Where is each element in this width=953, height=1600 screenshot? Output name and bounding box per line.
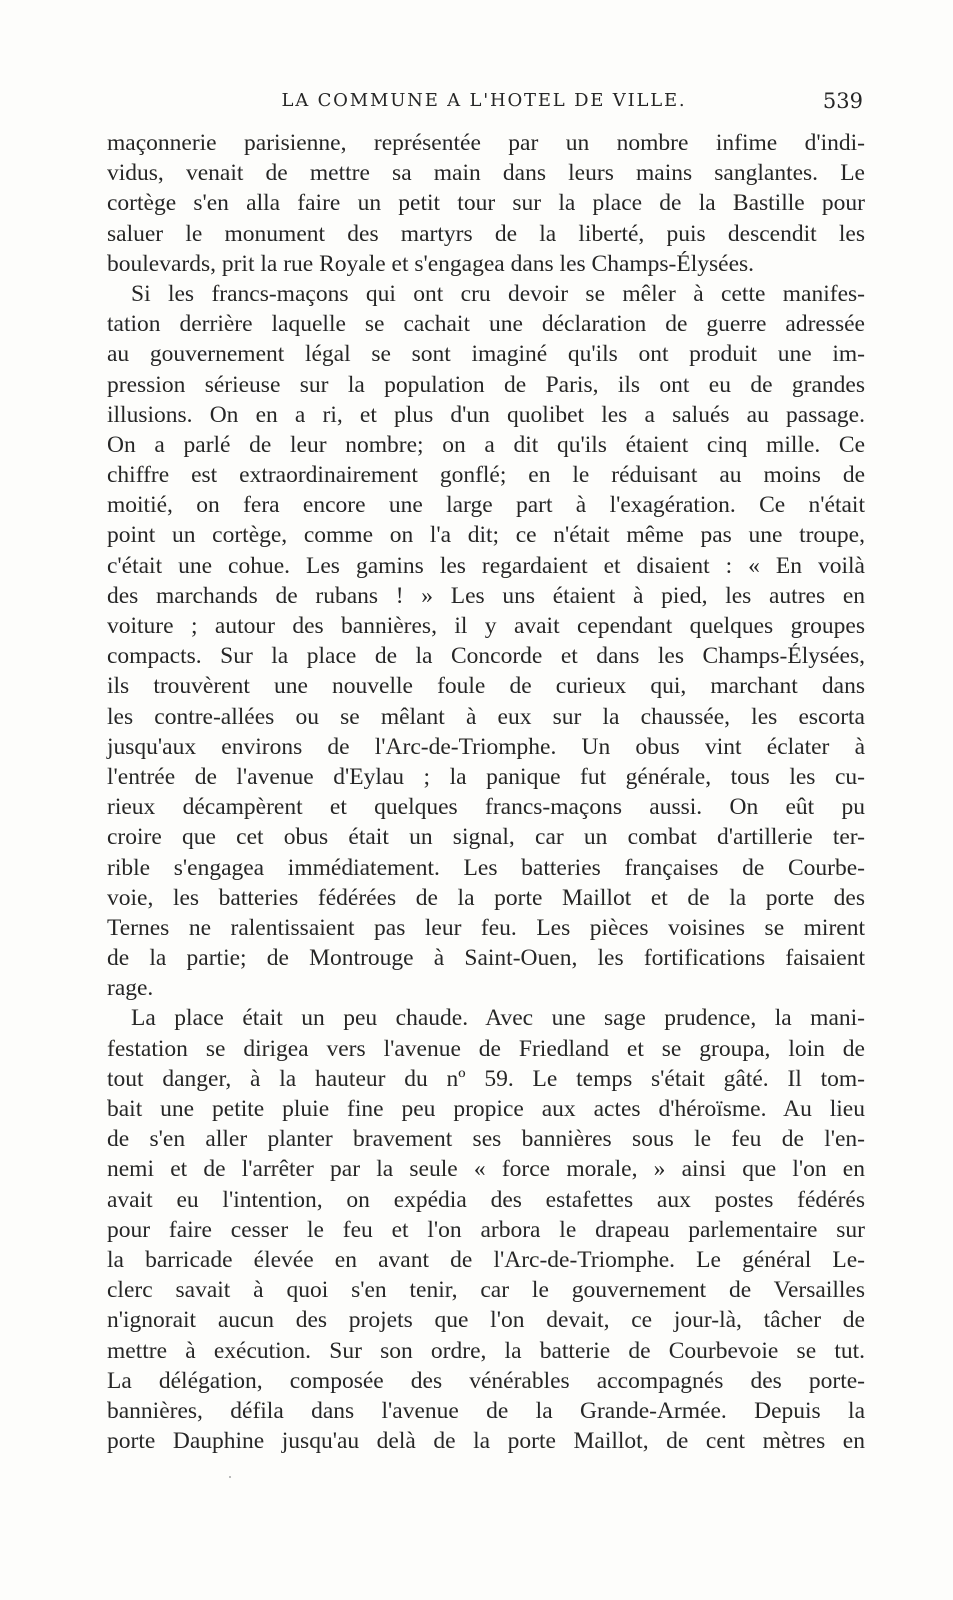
text-line: de la partie; de Montrouge à Saint-Ouen, les fortifications faisaient [107, 945, 865, 972]
text-line: point un cortège, comme on l'a dit; ce n'était même pas une troupe, [107, 522, 865, 549]
text-line: Si les francs-maçons qui ont cru devoir se mêler à cette manifes- [131, 280, 865, 307]
text-line: rible s'engagea immédiatement. Les batteries françaises de Courbe- [107, 854, 865, 881]
text-line: n'ignorait aucun des projets que l'on devait, ce jour-là, tâcher de [107, 1307, 865, 1334]
text-line: nemi et de l'arrêter par la seule « force morale, » ainsi que l'on en [107, 1156, 865, 1183]
text-line: moitié, on fera encore une large part à l'exagération. Ce n'était [107, 492, 865, 519]
text-line: boulevards, prit la rue Royale et s'engagea dans les Champs-Élysées. [107, 250, 755, 277]
text-line: maçonnerie parisienne, représentée par un nombre infime d'indi- [107, 130, 865, 156]
text-line: la barricade élevée en avant de l'Arc-de-Triomphe. Le général Le- [107, 1246, 865, 1273]
text-line: La délégation, composée des vénérables accompagnés des porte- [107, 1367, 865, 1394]
text-line: des marchands de rubans ! » Les uns étaient à pied, les autres en [107, 582, 865, 609]
text-line: clerc savait à quoi s'en tenir, car le gouvernement de Versailles [107, 1277, 865, 1304]
text-line: voiture ; autour des bannières, il y avait cependant quelques groupes [107, 613, 865, 639]
text-line: mettre à exécution. Sur son ordre, la batterie de Courbevoie se tut. [107, 1337, 865, 1364]
text-line: voie, les batteries fédérées de la porte Maillot et de la porte des [107, 884, 865, 911]
text-line: au gouvernement légal se sont imaginé qu'ils ont produit une im- [107, 341, 865, 368]
running-title: LA COMMUNE A L'HOTEL DE VILLE. [281, 90, 687, 111]
text-line: ils trouvèrent une nouvelle foule de curieux qui, marchant dans [107, 673, 865, 700]
text-line: avait eu l'intention, on expédia des estafettes aux postes fédérés [107, 1186, 865, 1213]
text-line: saluer le monument des martyrs de la liberté, puis descendit les [107, 220, 865, 247]
text-line: compacts. Sur la place de la Concorde et dans les Champs-Élysées, [107, 643, 865, 670]
page-number: 539 [822, 89, 863, 113]
text-line: cortège s'en alla faire un petit tour sur la place de la Bastille pour [107, 190, 865, 217]
text-line: On a parlé de leur nombre; on a dit qu'ils étaient cinq mille. Ce [107, 431, 865, 458]
text-line: rage. [107, 975, 154, 1002]
text-line: croire que cet obus était un signal, car un combat d'artillerie ter- [107, 824, 865, 851]
text-line: tation derrière laquelle se cachait une déclaration de guerre adressée [107, 311, 865, 338]
text-line: de s'en aller planter bravement ses bannières sous le feu de l'en- [107, 1126, 865, 1153]
text-line: tout danger, à la hauteur du nº 59. Le temps s'était gâté. Il tom- [107, 1065, 865, 1092]
text-line: festation se dirigea vers l'avenue de Friedland et se groupa, loin de [107, 1035, 865, 1062]
body-text [107, 128, 865, 1456]
text-line: pour faire cesser le feu et l'on arbora le drapeau parlementaire sur [107, 1216, 865, 1243]
text-line: illusions. On en a ri, et plus d'un quolibet les a salués au passage. [107, 401, 865, 428]
text-line: c'était une cohue. Les gamins les regardaient et disaient : « En voilà [107, 552, 865, 579]
text-line: les contre-allées ou se mêlant à eux sur la chaussée, les escorta [107, 703, 865, 730]
text-line: porte Dauphine jusqu'au delà de la porte Maillot, de cent mètres en [107, 1428, 865, 1455]
text-line: rieux décampèrent et quelques francs-maçons aussi. On eût pu [107, 794, 865, 821]
text-line: chiffre est extraordinairement gonflé; en le réduisant au moins de [107, 462, 865, 489]
text-line: bait une petite pluie fine peu propice aux actes d'héroïsme. Au lieu [107, 1096, 865, 1122]
text-line: jusqu'aux environs de l'Arc-de-Triomphe. Un obus vint éclater à [107, 733, 865, 760]
text-line: bannières, défila dans l'avenue de la Grande-Armée. Depuis la [107, 1397, 865, 1424]
text-line: Ternes ne ralentissaient pas leur feu. Les pièces voisines se mirent [107, 914, 865, 941]
text-line: l'entrée de l'avenue d'Eylau ; la panique fut générale, tous les cu- [107, 763, 865, 790]
paper-speck [229, 1476, 231, 1478]
text-line: vidus, venait de mettre sa main dans leurs mains sanglantes. Le [107, 160, 865, 187]
text-line: pression sérieuse sur la population de Paris, ils ont eu de grandes [107, 371, 865, 398]
text-line: La place était un peu chaude. Avec une sage prudence, la mani- [131, 1005, 865, 1032]
running-head [105, 86, 863, 116]
